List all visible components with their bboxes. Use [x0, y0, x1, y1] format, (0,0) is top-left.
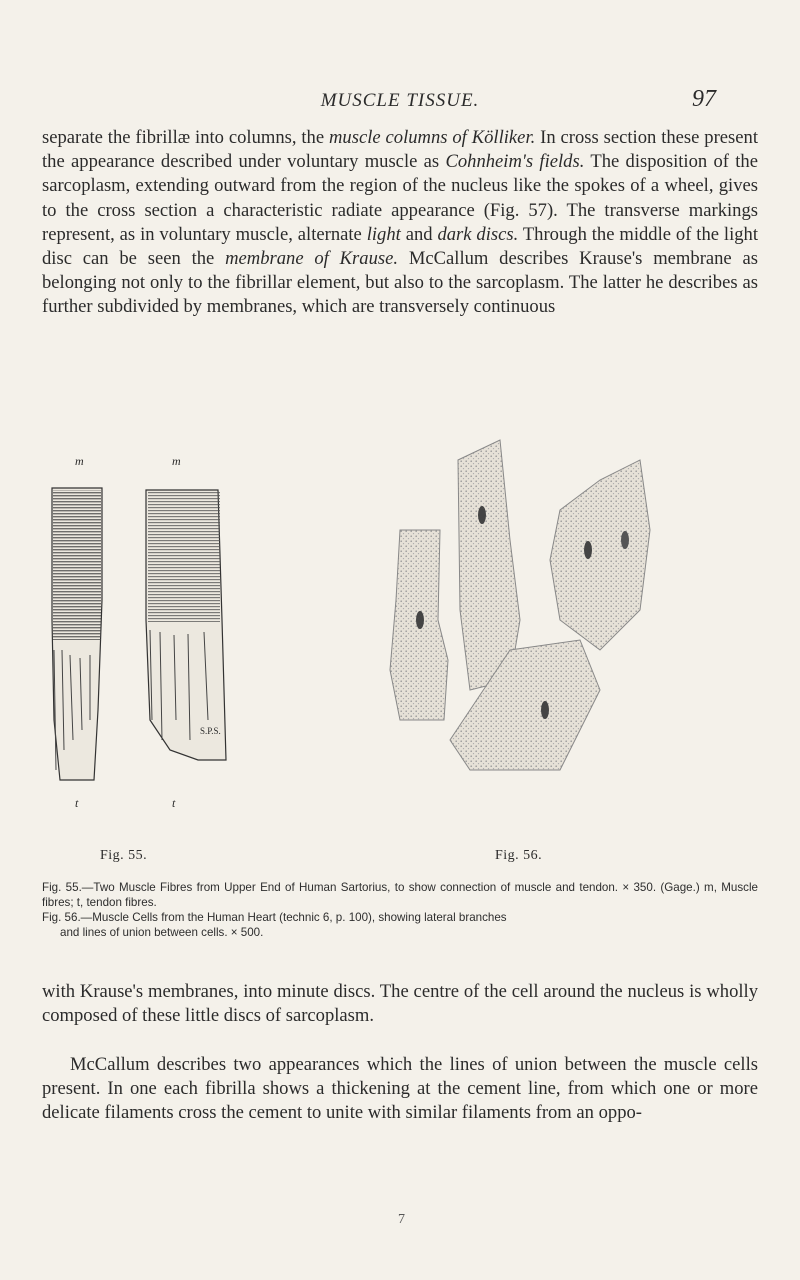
label-t-left: t	[75, 796, 79, 810]
text-segment: McCallum describes Krause's membrane as belonging not only to the fibrillar element, but also to the sarcoplasm. The latter he describes as further subdivided by membranes, which are transversely continuous	[42, 248, 758, 318]
running-head: MUSCLE TISSUE.	[320, 90, 480, 111]
muscle-fibre-right	[146, 490, 226, 760]
heart-muscle-cells	[390, 440, 650, 770]
italic-term: Cohnheim's fields.	[445, 151, 585, 173]
fig-56-label: Fig. 56.	[495, 848, 543, 863]
muscle-fibre-left	[52, 488, 102, 780]
label-t-right: t	[172, 796, 176, 810]
text-segment: Through the middle of the light disc can be seen the	[42, 223, 758, 270]
paragraph-next: McCallum describes two appearances which the lines of union between the muscle cells present. In one each fibrilla shows a thickening at the cement line, from which one or more delicate filaments cross the cement to unite with similar filaments from an oppo-	[42, 1054, 758, 1124]
caption-fig-56-line1: Fig. 56.—Muscle Cells from the Human Heart (technic 6, p. 100), showing lateral branches	[42, 911, 507, 924]
paragraph-top	[42, 126, 758, 320]
paragraph-continue: with Krause's membranes, into minute discs. The centre of the cell around the nucleus is wholly composed of these little discs of sarcoplasm.	[42, 981, 758, 1027]
text-segment: separate the fibrillæ into columns, the	[42, 127, 329, 148]
label-m-right: m	[172, 454, 181, 468]
signature-mark: 7	[398, 1212, 405, 1227]
text-segment: The disposition of the sarcoplasm, extending outward from the region of the nucleus like the spokes of a wheel, gives to the cross section a characteristic radiate appearance (Fig. 57). The transverse markings represent, as in voluntary muscle, alternate	[42, 151, 758, 245]
figure-55-illustration	[40, 420, 760, 820]
caption-fig-55: Fig. 55.—Two Muscle Fibres from Upper End of Human Sartorius, to show connection of muscle and tendon. × 350. (Gage.) m, Muscle fibres; t, tendon fibres.	[42, 881, 758, 909]
label-sps: S.P.S.	[200, 726, 221, 736]
text-segment: In cross section these present the appearance described under voluntary muscle as	[42, 127, 758, 173]
caption-fig-56	[42, 910, 758, 940]
italic-term: dark discs.	[437, 223, 519, 245]
caption-fig-56-line2: and lines of union between cells. × 500.	[60, 926, 264, 939]
fig-55-label: Fig. 55.	[100, 848, 148, 863]
italic-term: light	[366, 223, 401, 245]
figure-area	[40, 420, 760, 863]
text-segment: and	[400, 223, 438, 245]
italic-term: membrane of Krause.	[225, 248, 399, 270]
page-number: 97	[692, 86, 716, 112]
italic-term: muscle columns of Kölliker.	[329, 127, 536, 148]
label-m-left: m	[75, 454, 84, 468]
